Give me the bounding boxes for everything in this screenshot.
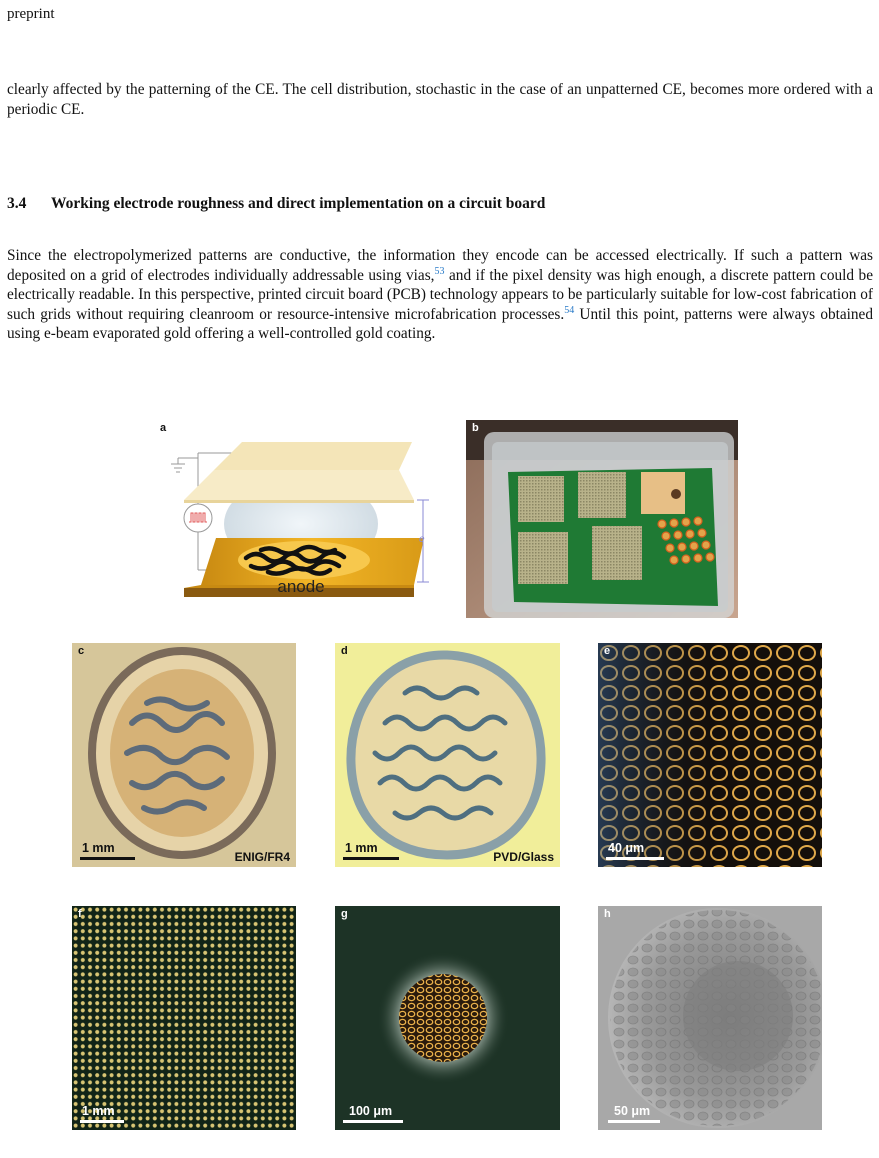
section-number: 3.4 (7, 195, 27, 212)
scale-bar-f (80, 1120, 124, 1123)
anode-label: anode (277, 577, 325, 596)
pixel-array-micrograph (72, 906, 296, 1130)
paragraph-2-part-1: Since the electropolymerized patterns are conductive, the information they encode can be accessed electrically. If such a pattern was deposited on a grid of electrodes individually addressable using vias, (7, 247, 873, 284)
scale-label-h: 50 μm (614, 1104, 651, 1118)
panel-label-g: g (341, 908, 348, 920)
figure-panel-a (156, 420, 446, 620)
citation-53[interactable]: 53 (434, 265, 445, 277)
scale-bar-c (80, 857, 135, 860)
figure-panel-c (72, 643, 296, 867)
micrograph-enig (72, 643, 296, 867)
panel-label-b: b (472, 422, 479, 434)
figure-panel-e (598, 643, 822, 867)
micrograph-pvd (335, 643, 560, 867)
darkfield-micrograph (598, 643, 822, 867)
running-header: preprint (7, 6, 55, 22)
panel-label-f: f (78, 908, 82, 920)
paragraph-2-part-3: Until this point, patterns were always obtained using e-beam evaporated gold offering a well-controlled gold coating. (7, 305, 873, 342)
scale-label-c: 1 mm (82, 841, 115, 855)
substrate-label-c: ENIG/FR4 (234, 850, 290, 864)
panel-label-a: a (160, 422, 167, 434)
electrochemical-cell-schematic (156, 420, 446, 620)
panel-label-c: c (78, 645, 85, 657)
single-pixel-micrograph (335, 906, 560, 1130)
citation-54[interactable]: 54 (564, 304, 575, 316)
panel-label-h: h (604, 908, 611, 920)
sem-micrograph (598, 906, 822, 1130)
paragraph-2-part-2: and if the pixel density was high enough, a discrete pattern could be electrically readable. In this perspective, printed circuit board (PCB) technology appears to be particularly suitable for low-cost fabrication of such grids without requiring cleanroom or resource-intensive microfabrication processes. (7, 266, 873, 323)
scale-bar-e (606, 857, 664, 860)
scale-label-e: 40 μm (608, 841, 645, 855)
polymer-pattern (238, 541, 370, 579)
scale-bar-g (343, 1120, 403, 1123)
figure-panel-f (72, 906, 296, 1130)
figure-panel-d (335, 643, 560, 867)
figure-panel-b (466, 420, 738, 618)
panel-label-e: e (604, 645, 611, 657)
pcb-photo (466, 420, 738, 618)
figure-panel-g (335, 906, 560, 1130)
section-heading (7, 195, 545, 213)
scale-label-f: 1 mm (82, 1104, 115, 1118)
scale-bar-d (343, 857, 399, 860)
scale-label-d: 1 mm (345, 841, 378, 855)
figure-panel-h (598, 906, 822, 1130)
panel-label-d: d (341, 645, 348, 657)
scale-bar-h (608, 1120, 660, 1123)
substrate-label-d: PVD/Glass (493, 850, 554, 864)
gap-label: e (419, 534, 425, 545)
section-title: Working electrode roughness and direct implementation on a circuit board (51, 195, 546, 212)
scale-label-g: 100 μm (349, 1104, 393, 1118)
paragraph-2 (7, 246, 873, 344)
pulse-generator-icon (184, 504, 212, 532)
paragraph-1: clearly affected by the patterning of the CE. The cell distribution, stochastic in the case of an unpatterned CE, becomes more ordered with a periodic CE. (7, 81, 873, 118)
